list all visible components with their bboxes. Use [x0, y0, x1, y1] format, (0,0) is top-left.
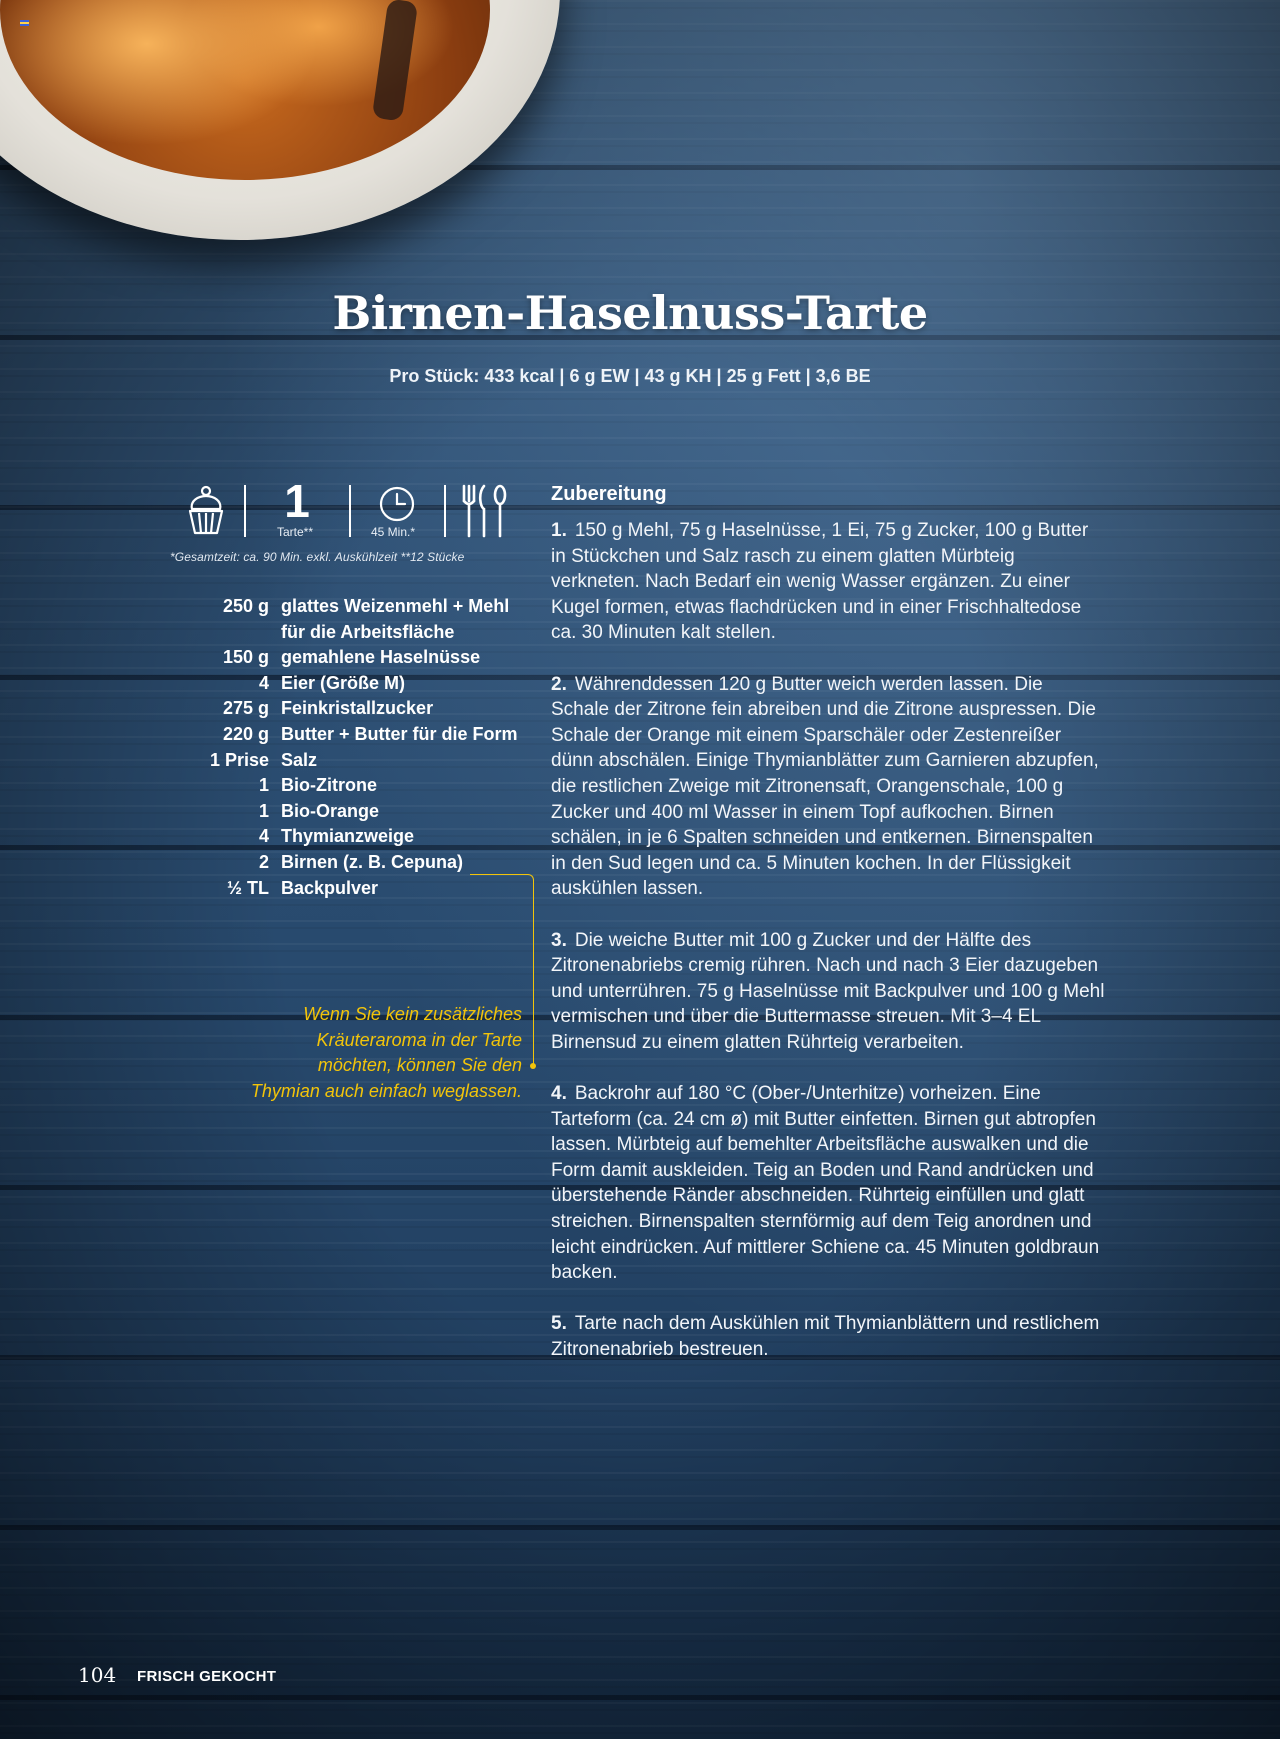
ingredient-amount: 1	[258, 775, 269, 796]
step-text: Die weiche Butter mit 100 g Zucker und der Hälfte des Zitronenabriebs cremig rühren. Nach und nach 3 Eier dazugeben und unterrühren. 75 g Haselnüsse mit Backpulver und 100 g Mehl vermischen und über die Buttermasse streuen. Mit 3–4 EL Birnensud zu einem glatten Rührteig verarbeiten.	[551, 929, 1105, 1053]
ingredient-name: Thymianzweige	[281, 826, 415, 847]
ingredient-amount: 150 g	[222, 647, 269, 668]
recipe-meta-icons	[186, 483, 516, 541]
ingredient-amount: ½ TL	[226, 877, 269, 898]
ingredient-amount: 220 g	[222, 723, 269, 744]
step-number: 5.	[551, 1313, 567, 1335]
ingredient-item	[196, 722, 536, 748]
method-steps	[551, 518, 1106, 1388]
flag-icon	[20, 20, 29, 26]
hint-connector-dot	[530, 1063, 536, 1069]
ingredient-name: glattes Weizenmehl + Mehl für die Arbeitsfläche	[281, 596, 510, 642]
ingredient-list	[196, 594, 536, 901]
ingredient-item	[196, 671, 536, 697]
footnote: *Gesamtzeit: ca. 90 Min. exkl. Auskühlzeit **12 Stücke	[170, 550, 465, 564]
ingredient-item	[196, 696, 536, 722]
ingredient-item	[196, 773, 536, 799]
cupcake-icon	[186, 483, 226, 535]
step-text: Währenddessen 120 g Butter weich werden lassen. Die Schale der Zitrone fein abreiben und die Zitrone auspressen. Die Schale der Orange mit einem Sparschäler oder Zestenreißer dünn abschälen. Einige Thymianblätter zum Garnieren abzupfen, die restlichen Zweige mit Zitronensaft, Orangenschale, 100 g Zucker und 400 ml Wasser in einem Topf aufkochen. Birnen schälen, in je 6 Spalten schneiden und entkernen. Birnenspalten in den Sud legen und ca. 5 Minuten kochen. In der Flüssigkeit auskühlen lassen.	[551, 673, 1099, 900]
ingredient-amount: 250 g	[222, 596, 269, 616]
ingredient-item	[196, 594, 536, 645]
ingredient-name: Backpulver	[281, 877, 379, 898]
step-number: 3.	[551, 929, 567, 951]
ingredient-item	[196, 748, 536, 774]
step-number: 4.	[551, 1083, 567, 1105]
clock-icon	[378, 485, 416, 523]
ingredient-name: Salz	[281, 749, 318, 770]
step-text: Tarte nach dem Auskühlen mit Thymianblättern und restlichem Zitronenabrieb bestreuen.	[551, 1313, 1100, 1360]
ingredient-item	[196, 824, 536, 850]
ingredient-name: Feinkristallzucker	[281, 698, 434, 719]
method-step	[551, 672, 1106, 902]
ingredient-name: Birnen (z. B. Cepuna)	[281, 851, 464, 872]
ingredient-name: Bio-Orange	[281, 800, 380, 821]
divider	[244, 485, 246, 537]
nutrition-info: Pro Stück: 433 kcal | 6 g EW | 43 g KH | 25 g Fett | 3,6 BE	[389, 366, 871, 386]
time-label: 45 Min.*	[371, 525, 416, 539]
method-step	[551, 518, 1106, 646]
ingredient-amount: 1	[258, 800, 269, 821]
servings-label: Tarte**	[277, 525, 314, 539]
divider	[444, 485, 446, 537]
ingredient-amount: 1 Prise	[209, 749, 269, 770]
ingredient-amount: 275 g	[222, 698, 269, 719]
step-number: 1.	[551, 520, 567, 541]
divider	[349, 485, 351, 537]
ingredient-item	[196, 645, 536, 671]
method-step	[551, 1311, 1106, 1362]
step-text: 150 g Mehl, 75 g Haselnüsse, 1 Ei, 75 g Zucker, 100 g Butter in Stückchen und Salz rasch zu einem glatten Mürbteig verkneten. Nach Bedarf ein wenig Wasser ergänzen. Zu einer Kugel formen, etwas flachdrücken und in einer Frischhaltedose ca. 30 Minuten kalt stellen.	[551, 520, 1089, 644]
ingredient-item	[196, 850, 536, 876]
tip-note: Wenn Sie kein zusätzliches Kräuteraroma in der Tarte möchten, können Sie den Thymian auch einfach weglassen.	[250, 1004, 522, 1101]
ingredient-amount: 2	[258, 851, 269, 872]
method-step	[551, 1081, 1106, 1286]
page-number: 104	[78, 1663, 117, 1687]
step-number: 2.	[551, 673, 567, 695]
section-title: FRISCH GEKOCHT	[137, 1668, 277, 1685]
method-heading: Zubereitung	[551, 483, 667, 505]
ingredient-name: Eier (Größe M)	[281, 672, 406, 693]
ingredient-item	[196, 799, 536, 825]
ingredient-name: Butter + Butter für die Form	[281, 723, 518, 744]
page-title: Birnen-Haselnuss-Tarte	[332, 286, 928, 340]
step-text: Backrohr auf 180 °C (Ober-/Unterhitze) vorheizen. Eine Tarteform (ca. 24 cm ø) mit Butter einfetten. Birnen gut abtropfen lassen. Mürbteig auf bemehlter Arbeitsfläche auswalken und die Form damit auskleiden. Teig an Boden und Rand andrücken und überstehende Ränder abschneiden. Rührteig einfüllen und glatt streichen. Birnenspalten sternförmig auf dem Teig anordnen und leicht eindrücken. Auf mittlerer Schiene ca. 45 Minuten goldbraun backen.	[551, 1083, 1100, 1284]
ingredient-name: Bio-Zitrone	[281, 775, 377, 796]
ingredient-name: gemahlene Haselnüsse	[281, 647, 481, 668]
ingredient-amount: 4	[258, 672, 269, 693]
ingredient-amount: 4	[258, 826, 269, 847]
cutlery-icon	[458, 483, 510, 539]
servings-count: 1	[284, 475, 310, 527]
method-step	[551, 928, 1106, 1056]
